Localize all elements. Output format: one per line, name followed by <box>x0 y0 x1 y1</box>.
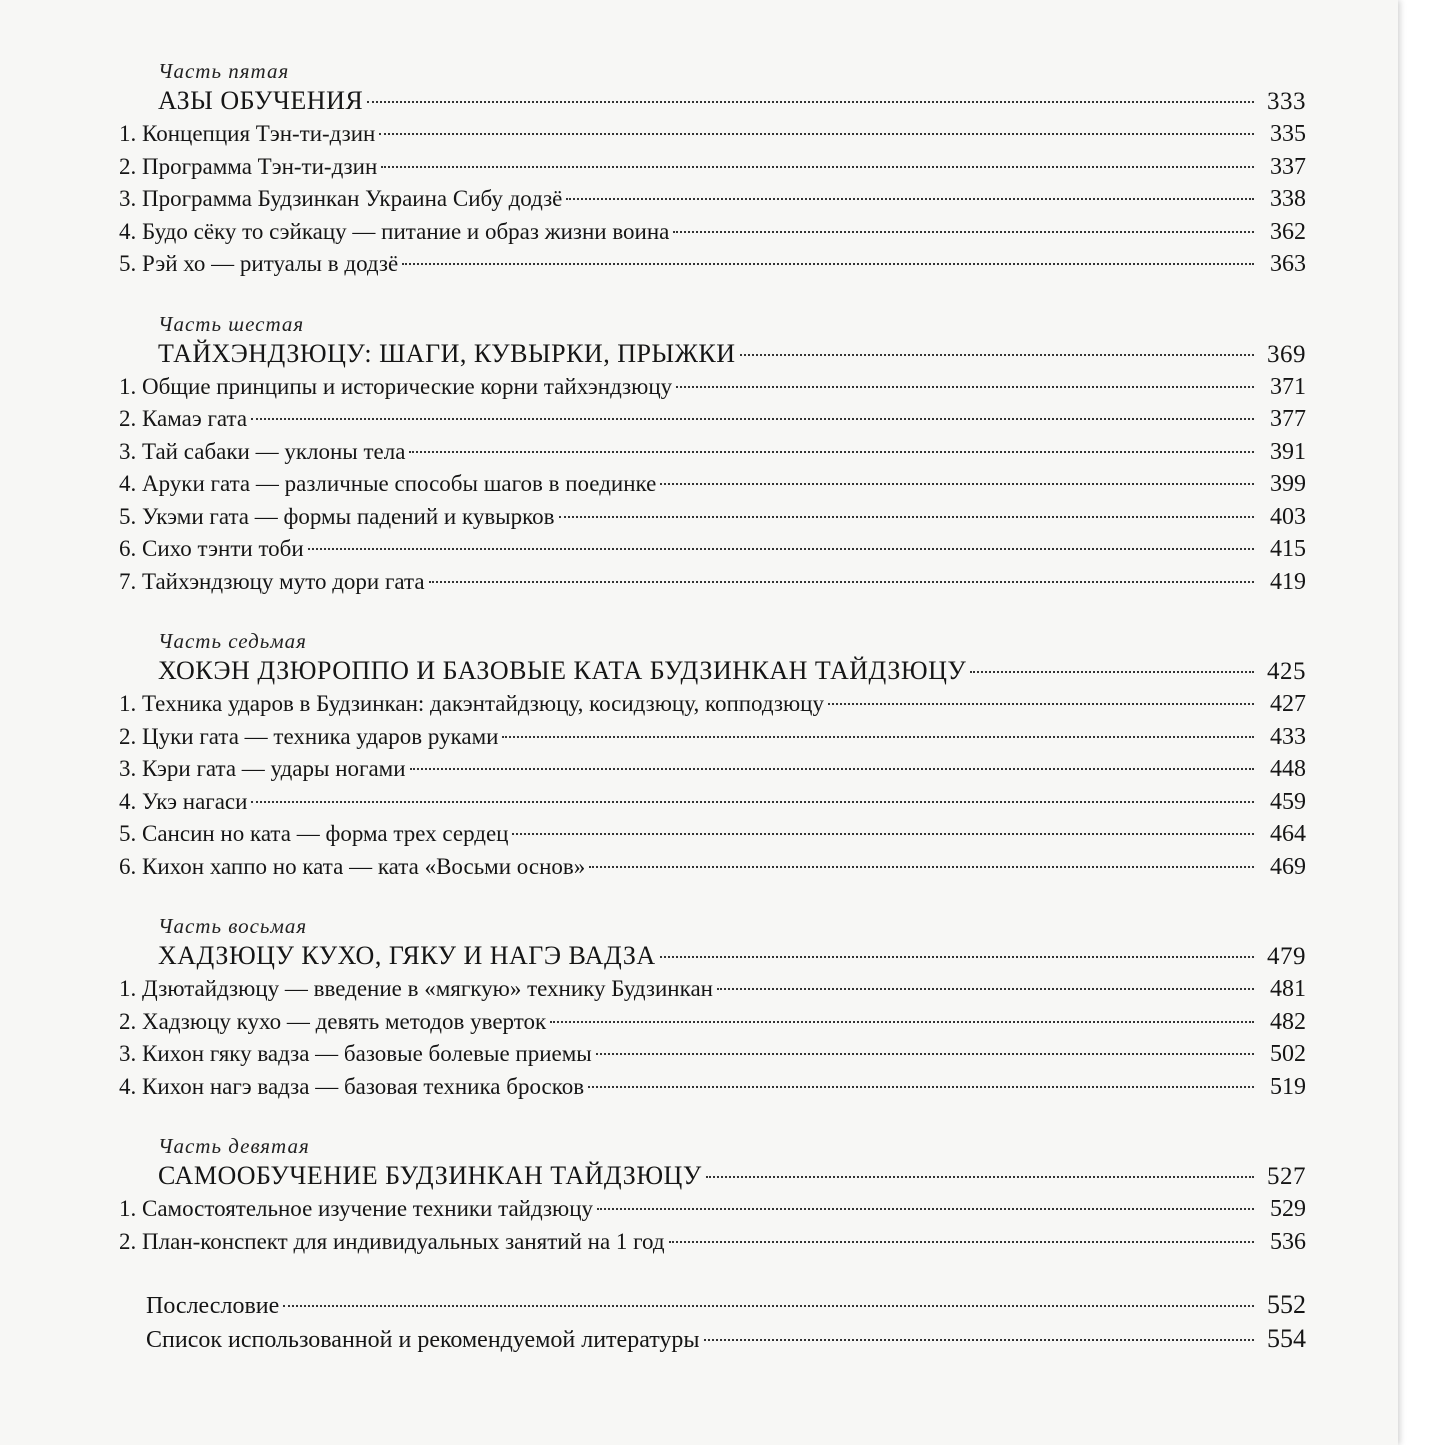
part-heading-title: АЗЫ ОБУЧЕНИЯ <box>158 86 364 115</box>
toc-entry <box>116 216 1306 249</box>
toc-entry-title: 4. Кихон нагэ вадза — базовая техника бросков <box>119 1073 585 1099</box>
toc-entry-title: 1. Техника ударов в Будзинкан: дакэнтайдзюцу, косидзюцу, копподзюцу <box>119 691 824 716</box>
page-number: 415 <box>1270 536 1306 562</box>
dot-leader <box>676 386 1254 388</box>
dot-leader <box>970 671 1254 673</box>
toc-entry <box>116 786 1306 819</box>
toc-entry-title: 1. Самостоятельное изучение техники тайдзюцу <box>119 1196 594 1221</box>
dot-leader <box>502 736 1254 738</box>
dot-leader <box>566 198 1254 200</box>
table-of-contents <box>116 58 1306 1356</box>
page-number: 464 <box>1270 821 1306 847</box>
toc-entry <box>116 688 1306 721</box>
page-number: 519 <box>1270 1073 1306 1100</box>
toc-part <box>116 311 1306 599</box>
back-matter-entry <box>116 1288 1306 1322</box>
toc-entry-title: 4. Аруки гата — различные способы шагов в поединке <box>119 471 657 496</box>
page-number: 419 <box>1270 568 1306 595</box>
page-number: 536 <box>1270 1228 1306 1255</box>
toc-entry-title: 4. Укэ нагаси <box>119 788 248 814</box>
toc-entry-title: 6. Сихо тэнти тоби <box>119 536 304 561</box>
toc-entry <box>116 403 1306 436</box>
page-number: 362 <box>1270 218 1306 245</box>
toc-entry <box>116 248 1306 281</box>
dot-leader <box>706 1176 1254 1178</box>
toc-entry <box>116 118 1306 151</box>
page-number: 479 <box>1267 943 1306 970</box>
dot-leader <box>410 768 1254 770</box>
dot-leader <box>669 1241 1254 1243</box>
back-matter-entry-title: Список использованной и рекомендуемой литературы <box>146 1327 700 1353</box>
page-number: 529 <box>1270 1196 1306 1222</box>
dot-leader <box>660 483 1254 485</box>
toc-entry-title: 2. Хадзюцу кухо — девять методов уверток <box>119 1008 547 1034</box>
toc-entry <box>116 1006 1306 1039</box>
dot-leader <box>704 1339 1254 1341</box>
toc-entry <box>116 151 1306 184</box>
dot-leader <box>409 451 1254 453</box>
part-heading-title: ХАДЗЮЦУ КУХО, ГЯКУ И НАГЭ ВАДЗА <box>158 941 656 970</box>
page-number: 371 <box>1270 373 1306 400</box>
toc-entry-title: 7. Тайхэндзюцу муто дори гата <box>119 568 425 594</box>
page-number: 469 <box>1270 853 1306 880</box>
page-number: 427 <box>1270 691 1306 717</box>
page-number: 433 <box>1270 723 1306 750</box>
toc-entry <box>116 183 1306 216</box>
toc-entry <box>116 1193 1306 1226</box>
toc-entry-title: 3. Кихон гяку вадза — базовые болевые приемы <box>119 1041 592 1066</box>
page-number: 552 <box>1267 1290 1306 1319</box>
toc-entry-title: 2. Камаэ гата <box>119 406 248 431</box>
dot-leader <box>740 354 1254 356</box>
dot-leader <box>283 1305 1254 1307</box>
dot-leader <box>251 801 1254 803</box>
toc-entry-title: 3. Тай сабаки — уклоны тела <box>119 438 406 464</box>
dot-leader <box>379 133 1254 135</box>
toc-entry-title: 4. Будо сёку то сэйкацу — питание и образ жизни воина <box>119 218 670 244</box>
part-heading <box>116 337 1306 371</box>
toc-entry <box>116 1038 1306 1071</box>
back-matter-entry <box>116 1322 1306 1356</box>
page-number: 448 <box>1270 756 1306 782</box>
dot-leader <box>596 1053 1254 1055</box>
toc-entry <box>116 1071 1306 1104</box>
dot-leader <box>308 548 1254 550</box>
toc-entry <box>116 468 1306 501</box>
dot-leader <box>589 866 1254 868</box>
toc-entry-title: 1. Общие принципы и исторические корни тайхэндзюцу <box>119 373 673 399</box>
part-heading-title: САМООБУЧЕНИЕ БУДЗИНКАН ТАЙДЗЮЦУ <box>158 1161 702 1190</box>
part-heading-title: ТАЙХЭНДЗЮЦУ: ШАГИ, КУВЫРКИ, ПРЫЖКИ <box>158 338 736 368</box>
page-number: 363 <box>1270 251 1306 277</box>
page-number: 502 <box>1270 1041 1306 1067</box>
page-number: 403 <box>1270 503 1306 530</box>
part-heading <box>116 939 1306 973</box>
toc-entry-title: 5. Рэй хо — ритуалы в додзё <box>119 251 399 276</box>
toc-entry <box>116 721 1306 754</box>
page-number: 527 <box>1267 1163 1306 1190</box>
part-heading-title: ХОКЭН ДЗЮРОППО И БАЗОВЫЕ КАТА БУДЗИНКАН ТАЙДЗЮЦУ <box>158 656 967 685</box>
part-label: Часть восьмая <box>158 914 308 938</box>
toc-entry-title: 5. Сансин но ката — форма трех сердец <box>119 821 509 846</box>
toc-entry <box>116 753 1306 786</box>
page-number: 482 <box>1270 1008 1306 1035</box>
toc-entry <box>116 818 1306 851</box>
back-matter-entry-title: Послесловие <box>146 1293 280 1319</box>
page-number: 333 <box>1267 88 1306 115</box>
dot-leader <box>402 263 1254 265</box>
toc-part <box>116 628 1306 883</box>
dot-leader <box>717 988 1254 990</box>
toc-entry-title: 3. Программа Будзинкан Украина Сибу додзё <box>119 186 563 211</box>
dot-leader <box>588 1086 1254 1088</box>
toc-entry-title: 1. Дзютайдзюцу — введение в «мягкую» технику Будзинкан <box>119 976 713 1001</box>
toc-entry <box>116 566 1306 599</box>
page-number: 391 <box>1270 438 1306 465</box>
toc-entry <box>116 1226 1306 1259</box>
toc-entry-title: 3. Кэри гата — удары ногами <box>119 756 406 781</box>
toc-entry-title: 5. Укэми гата — формы падений и кувырков <box>119 503 555 529</box>
toc-entry-title: 2. План-конспект для индивидуальных занятий на 1 год <box>119 1228 665 1254</box>
page-number: 335 <box>1270 121 1306 147</box>
dot-leader <box>429 581 1254 583</box>
toc-entry <box>116 973 1306 1006</box>
part-label: Часть девятая <box>158 1134 310 1158</box>
part-heading <box>116 1159 1306 1193</box>
dot-leader <box>381 166 1254 168</box>
toc-entry-title: 6. Кихон хаппо но ката — ката «Восьми основ» <box>119 853 586 879</box>
page-number: 369 <box>1267 340 1306 368</box>
page-number: 554 <box>1267 1324 1306 1353</box>
page-number: 481 <box>1270 976 1306 1002</box>
dot-leader <box>673 231 1254 233</box>
page-number: 338 <box>1270 186 1306 212</box>
dot-leader <box>512 833 1254 835</box>
dot-leader <box>367 101 1254 103</box>
part-heading <box>116 654 1306 688</box>
page-number: 399 <box>1270 471 1306 497</box>
page-number: 337 <box>1270 153 1306 180</box>
dot-leader <box>660 956 1254 958</box>
toc-entry-title: 1. Концепция Тэн-ти-дзин <box>119 121 376 146</box>
toc-part <box>116 58 1306 281</box>
toc-part <box>116 1133 1306 1258</box>
toc-part <box>116 913 1306 1103</box>
toc-entry <box>116 533 1306 566</box>
back-matter <box>116 1288 1306 1356</box>
page-number: 425 <box>1267 658 1306 685</box>
toc-entry-title: 2. Цуки гата — техника ударов руками <box>119 723 499 749</box>
dot-leader <box>828 703 1254 705</box>
dot-leader <box>597 1208 1254 1210</box>
part-label: Часть шестая <box>158 311 305 336</box>
page-number: 377 <box>1270 406 1306 432</box>
toc-entry <box>116 371 1306 404</box>
toc-entry <box>116 851 1306 884</box>
part-label: Часть пятая <box>158 59 290 83</box>
toc-entry <box>116 501 1306 534</box>
toc-entry <box>116 436 1306 469</box>
dot-leader <box>251 418 1254 420</box>
page-number: 459 <box>1270 788 1306 815</box>
dot-leader <box>550 1021 1254 1023</box>
part-heading <box>116 84 1306 118</box>
dot-leader <box>559 516 1254 518</box>
part-label: Часть седьмая <box>158 629 307 653</box>
toc-entry-title: 2. Программа Тэн-ти-дзин <box>119 153 378 179</box>
